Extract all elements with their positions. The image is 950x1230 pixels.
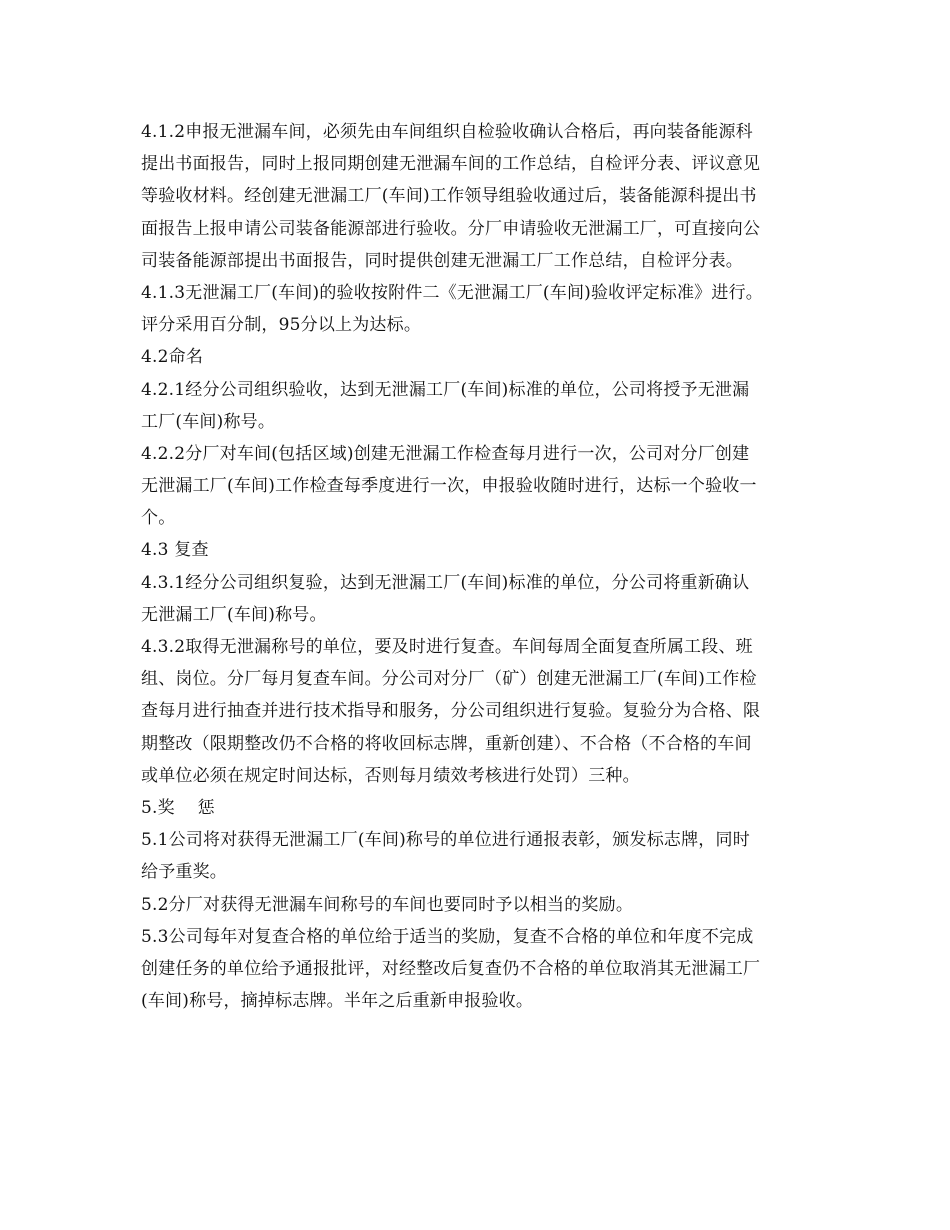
text-line: 4.3.2取得无泄漏称号的单位，要及时进行复查。车间每周全面复查所属工段、班	[141, 637, 753, 657]
text-line: 工厂(车间)称号。	[141, 411, 276, 432]
section-heading: 4.2命名	[141, 347, 204, 368]
text-line: 期整改（限期整改仍不合格的将收回标志牌，重新创建）、不合格（不合格的车间	[141, 733, 752, 754]
text-line: 5.2分厂对获得无泄漏车间称号的车间也要同时予以相当的奖励。	[141, 894, 634, 915]
document-body	[141, 116, 831, 1017]
section-heading: 5.奖 惩	[141, 797, 215, 818]
text-line: (车间)称号，摘掉标志牌。半年之后重新申报验收。	[141, 991, 534, 1012]
text-line: 5.3公司每年对复查合格的单位给于适当的奖励，复查不合格的单位和年度不完成	[141, 926, 754, 947]
text-line: 4.2.1经分公司组织验收，达到无泄漏工厂(车间)标准的单位，公司将授予无泄漏	[141, 379, 750, 400]
text-line: 或单位必须在规定时间达标，否则每月绩效考核进行处罚）三种。	[141, 765, 640, 786]
section-heading: 4.3 复查	[141, 540, 209, 561]
text-line: 等验收材料。经创建无泄漏工厂(车间)工作领导组验收通过后，装备能源科提出书	[141, 186, 757, 207]
text-line: 评分采用百分制，95分以上为达标。	[141, 315, 422, 336]
text-line: 提出书面报告，同时上报同期创建无泄漏车间的工作总结，自检评分表、评议意见	[141, 154, 761, 175]
text-line: 组、岗位。分厂每月复查车间。分公司对分厂（矿）创建无泄漏工厂(车间)工作检	[141, 669, 757, 690]
text-line: 无泄漏工厂(车间)称号。	[141, 604, 327, 625]
text-line: 4.1.3无泄漏工厂(车间)的验收按附件二《无泄漏工厂(车间)验收评定标准》进行。	[141, 282, 763, 303]
text-line: 给予重奖。	[141, 862, 227, 883]
text-line: 面报告上报申请公司装备能源部进行验收。分厂申请验收无泄漏工厂，可直接向公	[141, 218, 761, 239]
text-line: 个。	[141, 508, 176, 529]
text-line: 司装备能源部提出书面报告，同时提供创建无泄漏工厂工作总结，自检评分表。	[141, 250, 743, 271]
text-line: 创建任务的单位给予通报批评，对经整改后复查仍不合格的单位取消其无泄漏工厂	[141, 958, 761, 979]
text-line: 无泄漏工厂(车间)工作检查每季度进行一次，申报验收随时进行，达标一个验收一	[141, 476, 757, 497]
text-line: 4.3.1经分公司组织复验，达到无泄漏工厂(车间)标准的单位，分公司将重新确认	[141, 572, 750, 593]
text-line: 查每月进行抽查并进行技术指导和服务，分公司组织进行复验。复验分为合格、限	[141, 701, 761, 722]
text-line: 5.1公司将对获得无泄漏工厂(车间)称号的单位进行通报表彰，颁发标志牌，同时	[141, 830, 750, 851]
text-line: 4.1.2申报无泄漏车间，必须先由车间组织自检验收确认合格后，再向装备能源科	[141, 122, 753, 142]
text-line: 4.2.2分厂对车间(包括区域)创建无泄漏工作检查每月进行一次，公司对分厂创建	[141, 443, 750, 464]
